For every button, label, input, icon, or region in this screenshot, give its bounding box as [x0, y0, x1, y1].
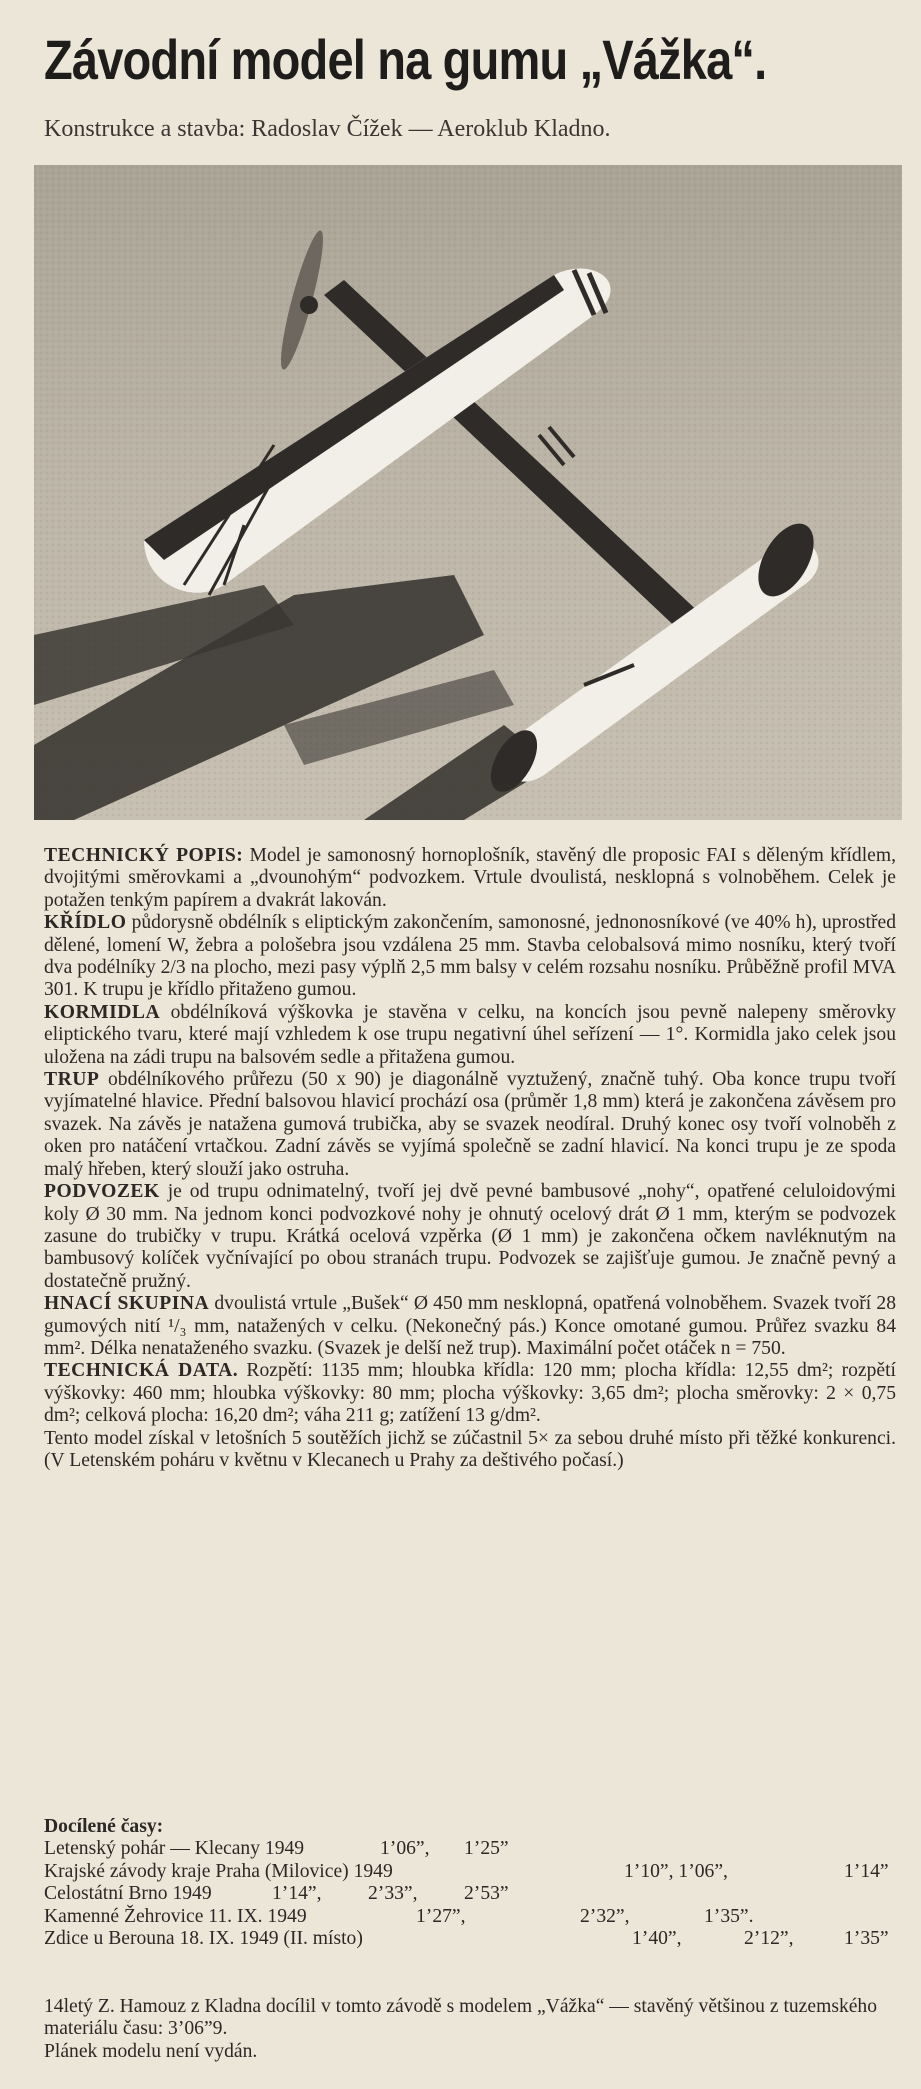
result-time: 1’14” [844, 1860, 889, 1882]
result-time: 1’35” [844, 1927, 889, 1949]
section-paragraph [44, 1069, 896, 1181]
section-text: Tento model získal v letošních 5 soutěžích jichž se zúčastnil 5× za sebou druhé místo při těžké konkurenci. (V Letenském poháru v květnu v Klecanech u Prahy za deštivého počasí.) [44, 1427, 896, 1471]
result-time: 2’32”, [580, 1905, 630, 1927]
section-paragraph [44, 1181, 896, 1293]
section-lead: HNACÍ SKUPINA [44, 1293, 210, 1315]
section-text: Model je samonosný hornoplošník, stavěný dle proposic FAI s děleným křídlem, dvojitými směrovkami a „dvounohým“ podvozkem. Vrtule dvoulistá, nesklopná s volnoběhem. Celek je potažen tenkým papírem a dvakrát lakován. [44, 845, 897, 911]
section-paragraph [44, 1360, 896, 1427]
result-time: 1’25” [464, 1838, 509, 1860]
section-paragraph [44, 1428, 896, 1473]
result-row [44, 1883, 896, 1905]
result-time: 2’12”, [744, 1927, 794, 1949]
photo-graphic [34, 165, 902, 820]
result-time: 1’35”. [704, 1905, 754, 1927]
result-row [44, 1906, 896, 1928]
result-event: Letenský pohár — Klecany 1949 [44, 1838, 305, 1860]
closing-paragraph: 14letý Z. Hamouz z Kladna docílil v tomto závodě s modelem „Vážka“ — stavěný většinou z tuzemského materiálu času: 3’06”9. [44, 1996, 878, 2040]
section-paragraph [44, 1293, 896, 1360]
article-byline: Konstrukce a stavba: Radoslav Čížek — Aeroklub Kladno. [44, 116, 611, 142]
section-text: půdorysně obdélník s eliptickým zakončením, samonosné, jednonosníkové (ve 40% h), uprostřed dělené, lomení W, žebra a pološebra jsou vzdálena 25 mm. Stavba celobalsová mimo nosníku, který tvoří dva podélníky 2/3 na plocho, mezi pasy výplň 2,5 mm balsy v celém rozsahu nosníku. Průběžně profil MVA 301. K trupu je křídlo přitaženo gumou. [44, 912, 896, 1001]
result-time: 1’40”, [632, 1927, 682, 1949]
section-paragraph [44, 845, 896, 912]
result-row [44, 1838, 896, 1860]
result-row [44, 1928, 896, 1950]
section-lead: KŘÍDLO [44, 912, 127, 934]
section-lead: PODVOZEK [44, 1181, 160, 1203]
section-text: obdélníkového průřezu (50 x 90) je diagonálně vyztužený, značně tuhý. Oba konce trupu tvoří vyjímatelné hlavice. Přední balsovou hlavicí prochází osa (průměr 1,8 mm) která je zakončena závěsem pro svazek. Na závěs je natažena gumová trubička, aby se svazek neodíral. Druhý konec osy tvoří volnoběh z oken pro natáčení vrtačkou. Zadní závěs se vyjímá společně se zadní hlavicí. Na konci trupu je ze spoda malý hřeben, který slouží jako ostruha. [44, 1069, 896, 1180]
section-lead: KORMIDLA [44, 1001, 161, 1023]
closing-paragraph: Plánek modelu není vydán. [44, 2040, 258, 2062]
closing-notes [44, 1996, 896, 2063]
section-lead: TRUP [44, 1069, 100, 1091]
article-title: Závodní model na gumu „Vážka“. [44, 28, 767, 91]
result-time: 2’53” [464, 1883, 509, 1905]
section-text: je od trupu odnimatelný, tvoří jej dvě pevné bambusové „nohy“, opatřené celuloidovými koly Ø 30 mm. Na jednom konci podvozkové nohy je ohnutý ocelový drát Ø 1 mm, kterým se podvozek zasune do trubičky v trupu. Krátká ocelová vzpěrka (Ø 1 mm) je zakončena očkem navléknutým na bambusový kolíček vyčnívající po obou stranách trupu. Podvozek se zajišťuje gumou. Je značně pevný a dostatečně pružný. [44, 1181, 896, 1292]
result-row [44, 1861, 896, 1883]
result-time: 1’14”, [272, 1883, 322, 1905]
result-event: Zdice u Berouna 18. IX. 1949 (II. místo) [44, 1927, 363, 1949]
section-paragraph [44, 1002, 896, 1069]
result-event: Krajské závody kraje Praha (Milovice) 1949 [44, 1860, 393, 1882]
section-text: dvoulistá vrtule „Bušek“ Ø 450 mm nesklopná, opatřená volnoběhem. Svazek tvoří 28 gumových nití ¹/₃ mm, natažených v celku. (Nekonečný pás.) Konce omotané gumou. Průřez svazku 84 mm². Délka nenataženého svazku. (Svazek je delší než trup). Maximální počet otáček n = 750. [44, 1293, 896, 1359]
section-text: Rozpětí: 1135 mm; hloubka křídla: 120 mm; plocha křídla: 12,55 dm²; rozpětí výškovky: 460 mm; hloubka výškovky: 80 mm; plocha výškovky: 3,65 dm²; plocha směrovky: 2 × 0,75 dm²; celková plocha: 16,20 dm²; váha 211 g; zatížení 13 g/dm². [44, 1360, 896, 1427]
section-lead: TECHNICKÝ POPIS: [44, 845, 244, 866]
result-event: Kamenné Žehrovice 11. IX. 1949 [44, 1905, 307, 1927]
model-aircraft-photo [34, 165, 902, 820]
result-time: 1’06”, [380, 1838, 430, 1860]
section-paragraph [44, 912, 896, 1002]
section-lead: TECHNICKÁ DATA. [44, 1360, 239, 1382]
results-list [44, 1816, 896, 1950]
section-text: obdélníková výškovka je stavěna v celku, na koncích jsou pevně nalepeny směrovky eliptického tvaru, které mají vzhledem k ose trupu negativní úhel seřízení — 1°. Kormidla jako celek jsou uložena na zádi trupu na balsovém sedle a přitažena gumou. [44, 1001, 896, 1068]
results-heading: Docílené časy: [44, 1816, 164, 1837]
result-time: 2’33”, [368, 1883, 418, 1905]
result-time: 1’10”, 1’06”, [624, 1860, 728, 1882]
technical-description [44, 845, 896, 1472]
result-event: Celostátní Brno 1949 [44, 1883, 212, 1905]
result-time: 1’27”, [416, 1905, 466, 1927]
